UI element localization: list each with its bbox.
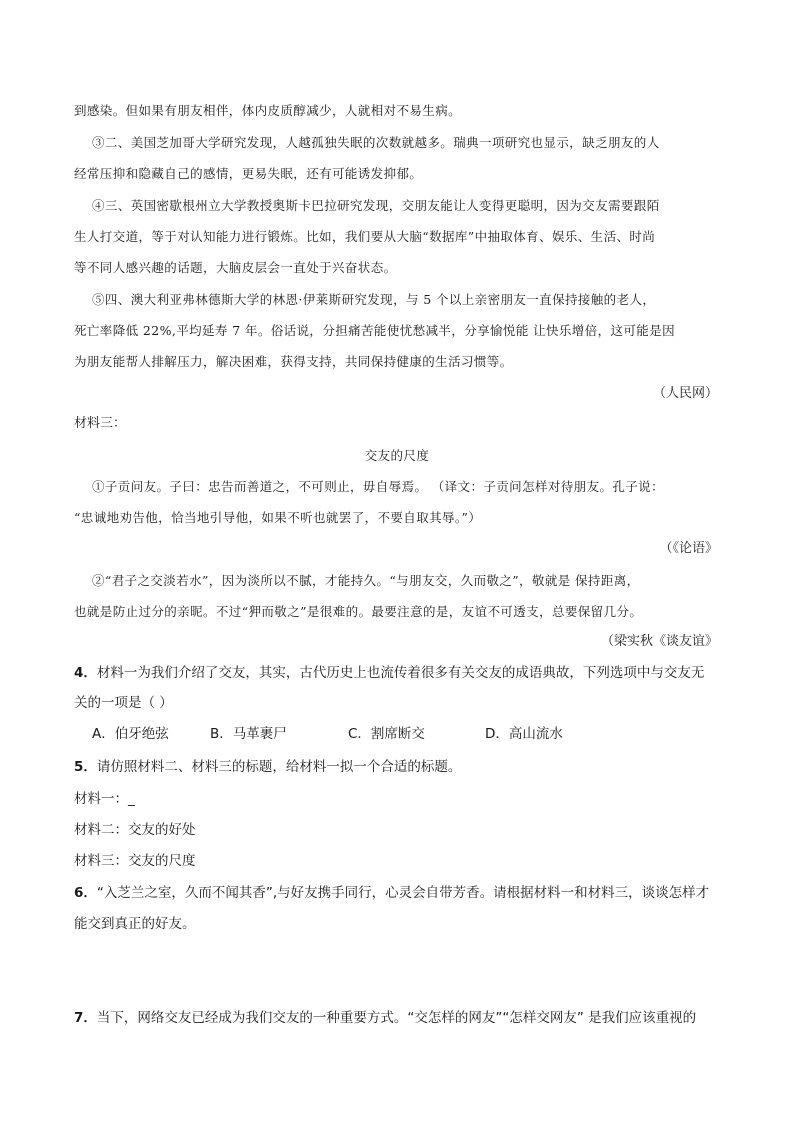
material3-para2-line1: ②“君子之交淡若水”，因为淡所以不腻，才能持久。“与朋友交，久而敬之”，敬就是 保持距离， (92, 573, 640, 588)
material2-para4-line3: 等不同人感兴趣的话题，大脑皮层会一直处于兴奋状态。 (74, 260, 397, 275)
material3-para2-line2: 也就是防止过分的亲昵。不过“狎而敬之”是很难的。最要注意的是，友谊不可透支，总要保留几分。 (74, 604, 643, 619)
material3-para1-line2: “忠诚地劝告他，恰当地引导他，如果不听也就罢了，不要自取其辱。”） (74, 510, 482, 525)
question-4-text: 材料一为我们介绍了交友，其实，古代历史上也流传着很多有关交友的成语典故，下列选项中与交友无 (96, 665, 705, 681)
material2-para5-line3: 为朋友能帮人排解压力，解决困难，获得支持，共同保持健康的生活习惯等。 (74, 354, 513, 369)
material2-para4-line2: 生人打交道，等于对认知能力进行锻炼。比如，我们要从大脑“数据库”中抽取体育、娱乐、生活、时尚 (74, 229, 656, 244)
material3-source1: （《论语》 (659, 541, 718, 556)
question-6-line1 (74, 883, 709, 903)
question-6-number: 6． (74, 885, 97, 901)
question-7-line1 (74, 1008, 696, 1028)
question-4-line1 (74, 663, 704, 683)
material2-line: 到感染。但如果有朋友相伴，体内皮质醇减少，人就相对不易生病。 (74, 103, 462, 118)
option-d: D．高山流水 (485, 726, 563, 742)
question-6-line2: 能交到真正的好友。 (74, 916, 196, 932)
material3-title: 交友的尺度 (364, 448, 430, 463)
material3-source2: （梁实秋《谈友谊》 (600, 634, 718, 649)
question-5-text: 请仿照材料二、材料三的标题，给材料一拟一个合适的标题。 (96, 759, 462, 775)
material2-para5-line2: 死亡率降低 22%,平均延寿 7 年。俗话说，分担痛苦能使忧愁减半，分享愉悦能 让快乐增倍，这可能是因 (74, 323, 676, 338)
question-5-number: 5． (74, 759, 97, 775)
option-a: A．伯牙绝弦 (92, 726, 169, 742)
question-4-number: 4． (74, 665, 97, 681)
question-7-number: 7． (74, 1010, 97, 1026)
material3-para1-line1: ①子贡问友。子曰：忠告而善道之，不可则止，毋自辱焉。 （译文：子贡问怎样对待朋友。孔子说： (92, 479, 664, 494)
material2-source: （人民网） (652, 386, 718, 401)
material2-para5-line1: ⑤四、澳大利亚弗林德斯大学的林恩·伊莱斯研究发现，与 5 个以上亲密朋友一直保持接触的老人， (92, 292, 656, 307)
question-4-line2: 关的一项是（ ） (74, 695, 173, 711)
question-6-text: “入芝兰之室，久而不闻其香”,与好友携手同行，心灵会自带芳香。请根据材料一和材料三，谈谈怎样才 (96, 885, 710, 901)
material3-label: 材料三： (74, 416, 127, 431)
material2-para3-line1: ③二、美国芝加哥大学研究发现，人越孤独失眠的次数就越多。瑞典一项研究也显示，缺乏朋友的人 (92, 135, 660, 150)
material2-para4-line1: ④三、英国密歇根州立大学教授奥斯卡巴拉研究发现，交朋友能让人变得更聪明，因为交友需要跟陌 (92, 198, 660, 213)
option-b: B．马革裹尸 (210, 726, 287, 742)
question-5-material3: 材料三：交友的尺度 (74, 853, 196, 869)
question-5-material2: 材料二：交友的好处 (74, 822, 196, 838)
option-c: C．割席断交 (348, 726, 425, 742)
question-5 (74, 757, 461, 777)
question-5-material1: 材料一：_ (74, 791, 135, 807)
material2-para3-line2: 经常压抑和隐藏自己的感情，更易失眠，还有可能诱发抑郁。 (74, 166, 423, 181)
question-7-text: 当下，网络交友已经成为我们交友的一种重要方式。“交怎样的网友”“怎样交网友” 是我们应该重视的 (96, 1010, 697, 1026)
